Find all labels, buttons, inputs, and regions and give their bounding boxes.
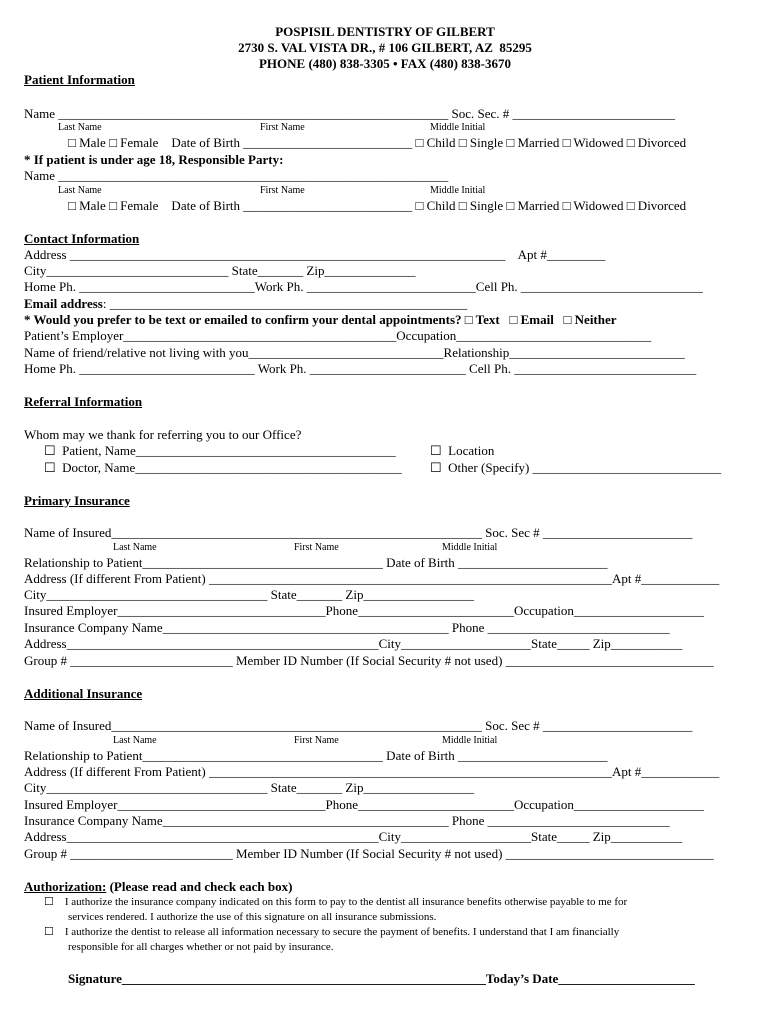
middle-initial-caption: Middle Initial (430, 185, 486, 196)
authorization-heading (24, 879, 292, 895)
friend-relative-field[interactable]: Name of friend/relative not living with you______________________________Relationship___________________________ (24, 345, 685, 360)
additional-employer-field[interactable]: Insured Employer________________________________Phone________________________Occupation____________________ (24, 797, 704, 812)
primary-insurance-heading: Primary Insurance (24, 493, 130, 508)
alt-phone-numbers-field[interactable]: Home Ph. ___________________________ Work Ph. ________________________ Cell Ph. ____________________________ (24, 361, 697, 376)
phone-numbers-field[interactable]: Home Ph. ___________________________Work Ph. __________________________Cell Ph. ____________________________ (24, 279, 703, 294)
authorization-insurance-text-cont: services rendered. I authorize the use of this signature on all insurance submissions. (68, 911, 437, 923)
additional-city-state-zip-field[interactable]: City__________________________________ State_______ Zip_________________ (24, 780, 474, 795)
minor-responsible-party-note: * If patient is under age 18, Responsible Party: (24, 152, 284, 167)
referral-doctor-option[interactable]: ☐ Doctor, Name_________________________________________ (44, 460, 402, 475)
primary-company-field[interactable]: Insurance Company Name____________________________________________ Phone ____________________________ (24, 620, 670, 635)
appointment-confirmation-preference[interactable]: * Would you prefer to be text or emailed to confirm your dental appointments? □ Text □ Email □ Neither (24, 312, 617, 327)
email-address-label: Email address (24, 296, 103, 311)
first-name-caption: First Name (260, 185, 305, 196)
email-address-field[interactable]: : _______________________________________________________ (102, 296, 468, 311)
address-field[interactable]: Address ___________________________________________________________________ Apt #_________ (24, 247, 606, 262)
additional-group-member-id-field[interactable]: Group # _________________________ Member ID Number (If Social Security # not used) ________________________________ (24, 846, 714, 861)
responsible-sex-dob-status-row[interactable]: □ Male □ Female Date of Birth __________________________ □ Child □ Single □ Married □ Widowed □ Divorced (68, 198, 687, 213)
patient-sex-dob-status-row[interactable]: □ Male □ Female Date of Birth __________________________ □ Child □ Single □ Married □ Widowed □ Divorced (68, 135, 687, 150)
email-address-row[interactable] (24, 296, 467, 312)
patient-information-heading: Patient Information (24, 72, 135, 87)
referral-other-option[interactable]: ☐ Other (Specify) _____________________________ (430, 460, 722, 475)
contact-information-heading: Contact Information (24, 231, 140, 246)
first-name-caption: First Name (294, 735, 339, 746)
authorization-instruction: (Please read and check each box) (106, 879, 293, 894)
additional-insured-name-field[interactable]: Name of Insured_________________________________________________________ Soc. Sec # _______________________ (24, 718, 693, 733)
referral-location-option[interactable]: ☐ Location (430, 443, 495, 458)
city-state-zip-field[interactable]: City____________________________ State_______ Zip______________ (24, 263, 416, 278)
office-phone-fax: PHONE (480) 838-3305 • FAX (480) 838-3670 (258, 56, 511, 71)
primary-relationship-dob-field[interactable]: Relationship to Patient_____________________________________ Date of Birth _______________________ (24, 555, 608, 570)
primary-company-address-field[interactable]: Address________________________________________________City____________________State_____ Zip___________ (24, 636, 683, 651)
authorization-release-checkbox[interactable]: ☐ I authorize the dentist to release all information necessary to secure the payment of benefits. I understand that I am financially (44, 926, 620, 938)
first-name-caption: First Name (260, 122, 305, 133)
authorization-title: Authorization: (24, 879, 107, 894)
middle-initial-caption: Middle Initial (430, 122, 486, 133)
additional-relationship-dob-field[interactable]: Relationship to Patient_____________________________________ Date of Birth _______________________ (24, 748, 608, 763)
referral-information-heading: Referral Information (24, 394, 143, 409)
authorization-release-text-cont: responsible for all charges whether or not paid by insurance. (68, 941, 334, 953)
middle-initial-caption: Middle Initial (442, 735, 498, 746)
additional-company-address-field[interactable]: Address________________________________________________City____________________State_____ Zip___________ (24, 829, 683, 844)
primary-group-member-id-field[interactable]: Group # _________________________ Member ID Number (If Social Security # not used) ________________________________ (24, 653, 714, 668)
first-name-caption: First Name (294, 542, 339, 553)
last-name-caption: Last Name (58, 185, 102, 196)
last-name-caption: Last Name (113, 542, 157, 553)
primary-city-state-zip-field[interactable]: City__________________________________ State_______ Zip_________________ (24, 587, 474, 602)
last-name-caption: Last Name (58, 122, 102, 133)
additional-company-field[interactable]: Insurance Company Name____________________________________________ Phone ____________________________ (24, 813, 670, 828)
patient-employer-field[interactable]: Patient’s Employer__________________________________________Occupation______________________________ (24, 328, 652, 343)
responsible-party-name-field[interactable]: Name ____________________________________________________________ (24, 168, 449, 183)
referral-question: Whom may we thank for referring you to our Office? (24, 427, 302, 442)
patient-name-field[interactable]: Name ____________________________________________________________ Soc. Sec. # _________________________ (24, 106, 676, 121)
middle-initial-caption: Middle Initial (442, 542, 498, 553)
office-address: 2730 S. VAL VISTA DR., # 106 GILBERT, AZ 85295 (238, 40, 532, 55)
primary-address-field[interactable]: Address (If different From Patient) ______________________________________________________________Apt #____________ (24, 571, 720, 586)
primary-insured-name-field[interactable]: Name of Insured_________________________________________________________ Soc. Sec # _______________________ (24, 525, 693, 540)
last-name-caption: Last Name (113, 735, 157, 746)
office-name: POSPISIL DENTISTRY OF GILBERT (275, 24, 495, 39)
referral-patient-option[interactable]: ☐ Patient, Name________________________________________ (44, 443, 396, 458)
additional-address-field[interactable]: Address (If different From Patient) ______________________________________________________________Apt #____________ (24, 764, 720, 779)
primary-employer-field[interactable]: Insured Employer________________________________Phone________________________Occupation____________________ (24, 603, 704, 618)
additional-insurance-heading: Additional Insurance (24, 686, 143, 701)
authorization-insurance-checkbox[interactable]: ☐ I authorize the insurance company indicated on this form to pay to the dentist all insurance benefits otherwise payable to me for (44, 896, 628, 908)
signature-date-field[interactable]: Signature________________________________________________________Today’s Date_____________________ (68, 971, 695, 986)
